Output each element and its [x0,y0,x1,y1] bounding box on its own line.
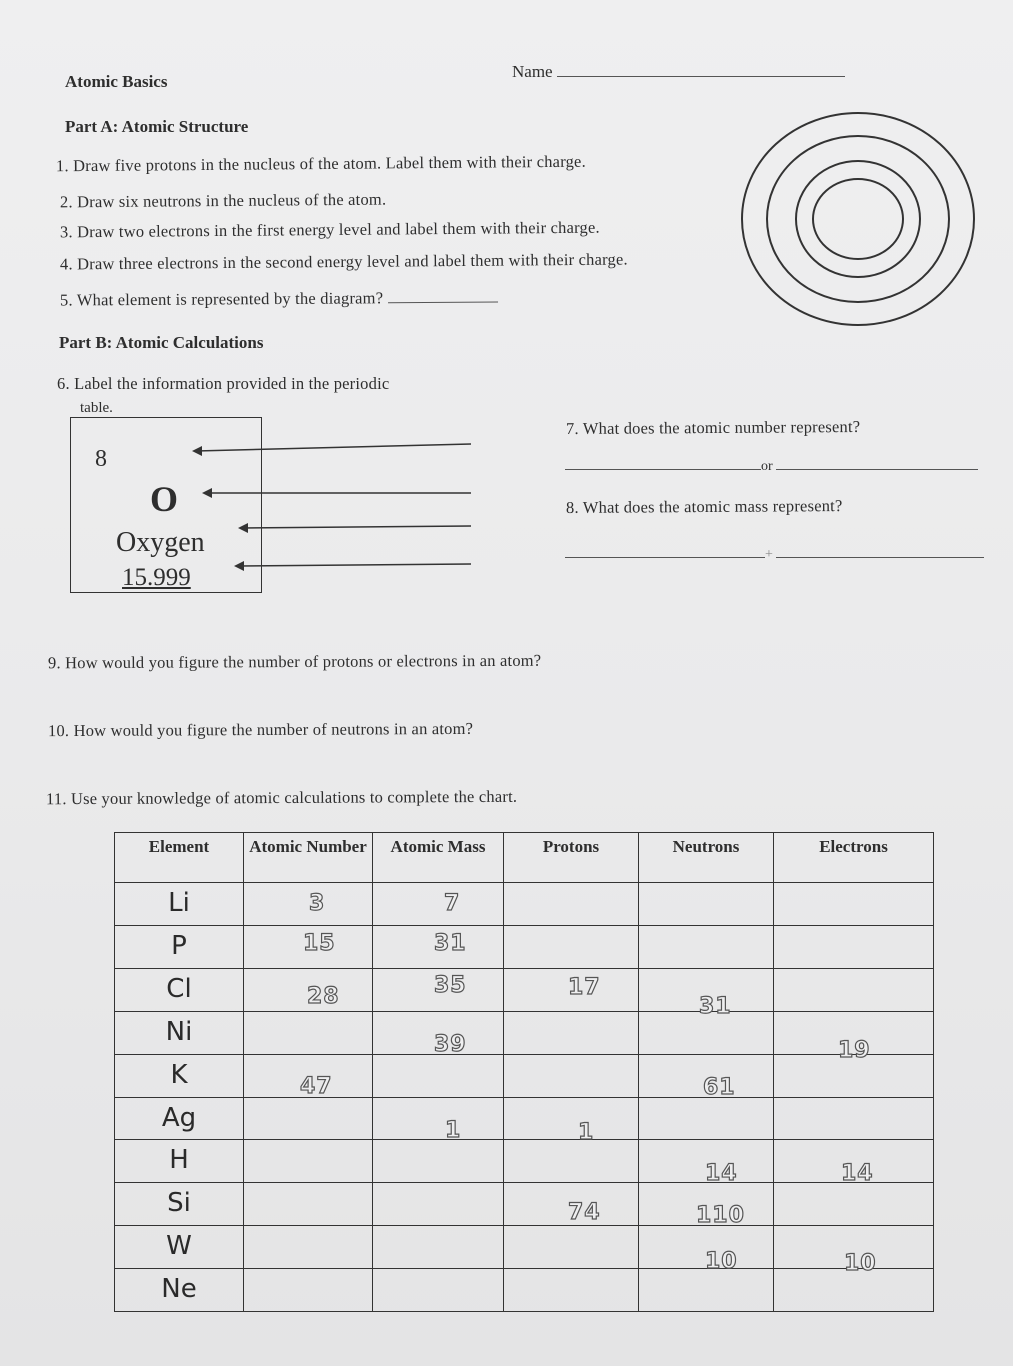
header-element: Element [115,833,244,883]
answer-cell[interactable] [504,883,639,926]
arrow-name-head [238,523,248,533]
table-row [115,1011,934,1054]
ag-atomic-number: 47 [300,1074,333,1099]
arrow-symbol-head [202,488,212,498]
ne-electrons: 10 [844,1251,877,1276]
chart-header-row [115,833,934,883]
cl-atomic-mass: 35 [434,973,467,998]
header-electrons: Electrons [774,833,934,883]
table-row [115,969,934,1012]
k-electrons: 19 [838,1038,871,1063]
question-7-answer-line: or [565,453,978,475]
answer-cell[interactable] [244,883,373,926]
element-name: Oxygen [116,527,205,558]
element-cell: H [115,1140,244,1183]
atomic-number-answer-1[interactable] [565,453,761,470]
element-cell: Li [115,883,244,926]
answer-cell[interactable] [639,883,774,926]
answer-cell[interactable] [639,1097,774,1140]
table-row [115,926,934,969]
element-cell: Ne [115,1269,244,1312]
w-neutrons: 110 [696,1203,745,1228]
question-8: 8. What does the atomic mass represent? [565,496,843,517]
element-cell: Cl [115,969,244,1012]
answer-cell[interactable] [373,1269,504,1312]
element-cell: Ni [115,1011,244,1054]
si-electrons: 14 [841,1161,874,1186]
element-cell: K [115,1054,244,1097]
k-atomic-mass: 39 [434,1032,467,1057]
si-neutrons: 14 [705,1161,738,1186]
outer-energy-level[interactable] [742,113,974,325]
header-neutrons: Neutrons [639,833,774,883]
answer-cell[interactable] [504,1140,639,1183]
table-row [115,1269,934,1312]
arrow-name-line[interactable] [242,526,471,528]
answer-cell[interactable] [504,1269,639,1312]
answer-cell[interactable] [373,1097,504,1140]
element-symbol: O [150,479,179,519]
answer-cell[interactable] [373,1183,504,1226]
question-11: 11. Use your knowledge of atomic calculations to complete the chart. [45,786,518,809]
question-2: 2. Draw six neutrons in the nucleus of the atom. [59,189,387,212]
p-atomic-number: 15 [303,931,336,956]
answer-cell[interactable] [639,926,774,969]
ne-neutrons: 10 [705,1249,738,1274]
question-10: 10. How would you figure the number of neutrons in an atom? [47,718,474,741]
element-cell: P [115,926,244,969]
table-row [115,1140,934,1183]
answer-cell[interactable] [373,1054,504,1097]
table-row [115,1054,934,1097]
table-row [115,1226,934,1269]
answer-cell[interactable] [774,969,934,1012]
p-atomic-mass: 31 [434,931,467,956]
li-atomic-number: 3 [309,891,326,916]
nucleus[interactable] [813,179,903,259]
answer-cell[interactable] [373,883,504,926]
h-protons: 1 [578,1120,595,1145]
ni-neutrons: 31 [699,994,732,1019]
element-atomic-number: 8 [95,446,107,472]
atomic-chart [114,832,934,1312]
answer-cell[interactable] [244,1226,373,1269]
label-arrows [180,430,480,580]
answer-cell[interactable] [774,883,934,926]
arrow-mass-line[interactable] [238,564,471,566]
table-row [115,1183,934,1226]
question-9: 9. How would you figure the number of protons or electrons in an atom? [47,650,542,673]
part-a-heading: Part A: Atomic Structure [65,117,249,136]
element-cell: Ag [115,1097,244,1140]
part-b-heading: Part B: Atomic Calculations [59,333,264,352]
atomic-number-answer-2[interactable] [776,453,978,470]
ni-atomic-number: 28 [307,984,340,1009]
element-atomic-mass: 15.999 [122,564,191,591]
arrow-number-head [192,446,202,456]
question-4: 4. Draw three electrons in the second energy level and label them with their charge. [59,249,628,274]
question-3: 3. Draw two electrons in the first energy level and label them with their charge. [59,217,600,242]
question-5: 5. What element is represented by the diagram? [60,285,498,310]
header-protons: Protons [504,833,639,883]
answer-cell[interactable] [639,1269,774,1312]
question-1: 1. Draw five protons in the nucleus of the atom. Label them with their charge. [55,151,586,176]
h-atomic-mass: 1 [445,1118,462,1143]
answer-cell[interactable] [774,1183,934,1226]
arrow-number-line[interactable] [196,444,471,451]
answer-cell[interactable] [244,1269,373,1312]
question-6-line-1: 6. Label the information provided in the periodic [57,374,390,393]
answer-cell[interactable] [774,1097,934,1140]
table-row [115,883,934,926]
atomic-mass-answer-1[interactable] [565,541,765,558]
atom-diagram [740,110,980,330]
answer-cell[interactable] [373,1140,504,1183]
answer-cell[interactable] [504,1011,639,1054]
arrow-mass-head [234,561,244,571]
table-row [115,1097,934,1140]
question-7: 7. What does the atomic number represent? [565,416,861,439]
answer-cell[interactable] [774,926,934,969]
question-8-answer-line: + [565,541,984,563]
answer-cell[interactable] [244,1183,373,1226]
name-field[interactable] [557,60,845,77]
answer-cell[interactable] [504,1054,639,1097]
header-atomic-number: Atomic Number [244,833,373,883]
answer-cell[interactable] [504,1226,639,1269]
atomic-mass-answer-2[interactable] [776,541,984,558]
answer-cell[interactable] [504,926,639,969]
answer-cell[interactable] [244,1011,373,1054]
answer-cell[interactable] [244,1097,373,1140]
li-atomic-mass: 7 [444,891,461,916]
ag-neutrons: 61 [703,1075,736,1100]
element-answer-field[interactable] [387,285,497,303]
question-6-line-2: table. [80,400,113,416]
header-atomic-mass: Atomic Mass [373,833,504,883]
w-protons: 74 [568,1200,601,1225]
cl-protons: 17 [568,975,601,1000]
element-cell: W [115,1226,244,1269]
worksheet-title: Atomic Basics [65,72,168,91]
element-cell: Si [115,1183,244,1226]
answer-cell[interactable] [244,1140,373,1183]
name-label: Name [512,60,845,82]
answer-cell[interactable] [504,1097,639,1140]
answer-cell[interactable] [373,1226,504,1269]
